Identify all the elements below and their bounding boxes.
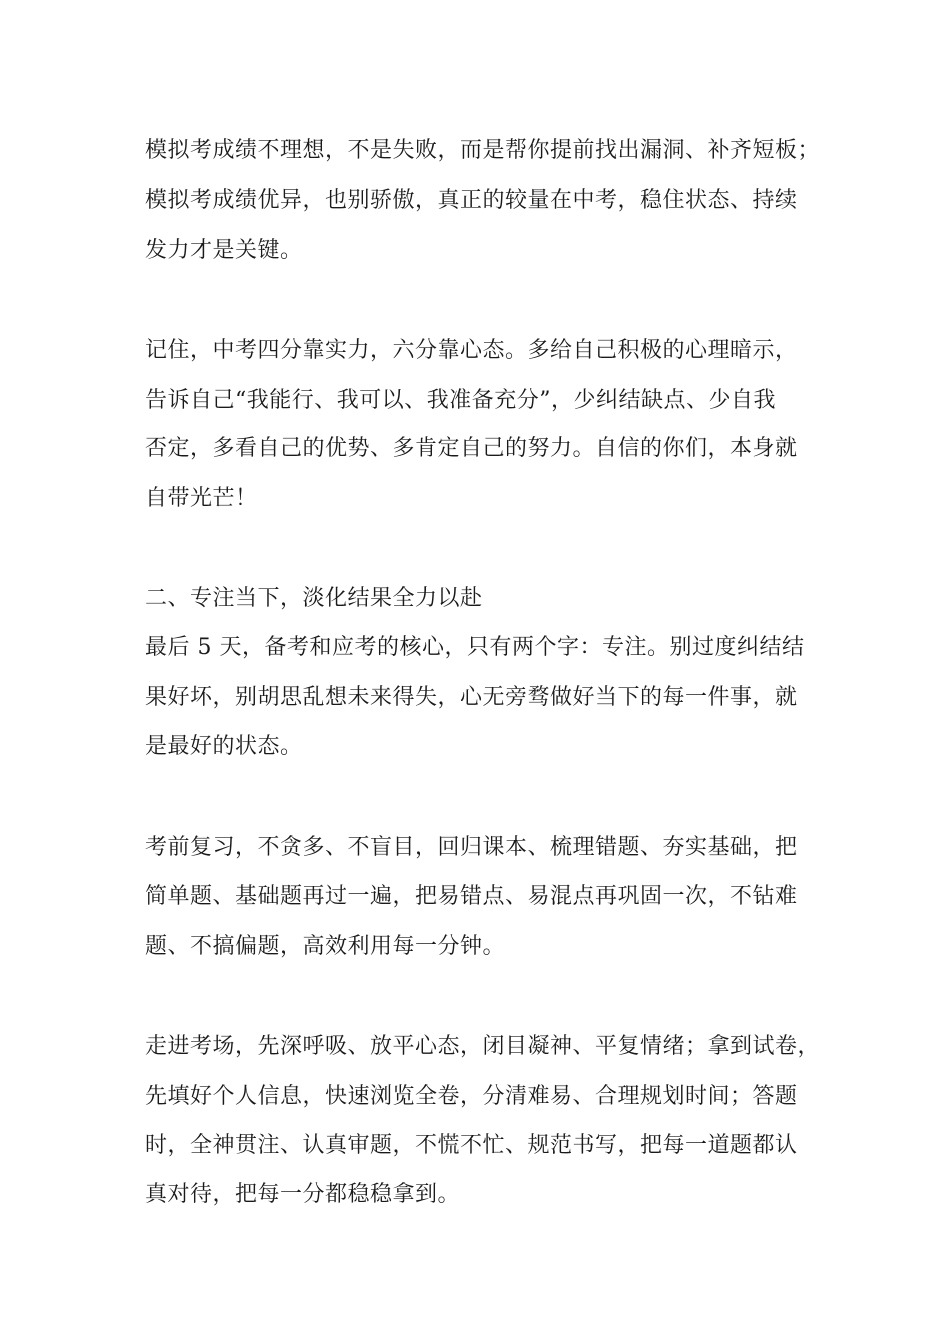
paragraph-line: 发力才是关键。	[145, 238, 303, 263]
paragraph-line: 真对待，把每一分都稳稳拿到。	[145, 1182, 461, 1207]
paragraph-line: 先填好个人信息，快速浏览全卷，分清难易、合理规划时间；答题	[145, 1084, 798, 1109]
paragraph-line: 模拟考成绩优异，也别骄傲，真正的较量在中考，稳住状态、持续	[145, 188, 798, 213]
paragraph-line: 简单题、基础题再过一遍，把易错点、易混点再巩固一次，不钻难	[145, 884, 798, 909]
paragraph-line: 记住，中考四分靠实力，六分靠心态。多给自己积极的心理暗示，	[145, 338, 798, 363]
paragraph-line: 时，全神贯注、认真审题，不慌不忙、规范书写，把每一道题都认	[145, 1133, 798, 1158]
paragraph-line: 自带光芒！	[145, 486, 258, 511]
paragraph-line: 否定，多看自己的优势、多肯定自己的努力。自信的你们，本身就	[145, 436, 798, 461]
paragraph-line: 最后 5 天，备考和应考的核心，只有两个字：专注。别过度纠结结	[145, 635, 805, 660]
paragraph-line: 是最好的状态。	[145, 734, 303, 759]
section-heading: 二、专注当下，淡化结果全力以赴	[145, 586, 483, 611]
paragraph-line: 考前复习，不贪多、不盲目，回归课本、梳理错题、夯实基础，把	[145, 835, 798, 860]
paragraph-line: 模拟考成绩不理想，不是失败，而是帮你提前找出漏洞、补齐短板；	[145, 138, 821, 163]
paragraph-line: 题、不搞偏题，高效利用每一分钟。	[145, 934, 506, 959]
paragraph-line: 走进考场，先深呼吸、放平心态，闭目凝神、平复情绪；拿到试卷，	[145, 1034, 821, 1059]
paragraph-line: 果好坏，别胡思乱想未来得失，心无旁骛做好当下的每一件事，就	[145, 685, 798, 710]
paragraph-line: 告诉自己“我能行、我可以、我准备充分”，少纠结缺点、少自我	[145, 388, 776, 413]
